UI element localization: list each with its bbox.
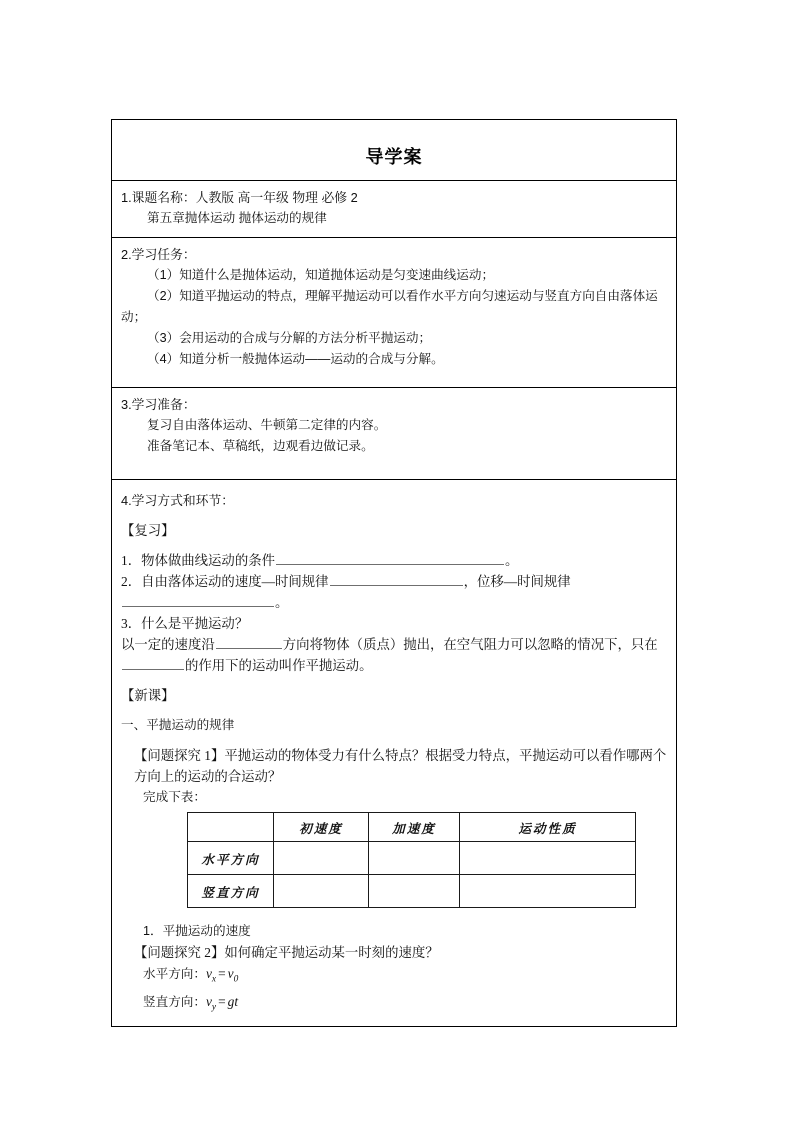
- review-question-3-body: [121, 634, 667, 676]
- row-label-horizontal: 水平方向: [188, 842, 274, 875]
- formula-v-lhs-sub: y: [211, 1002, 217, 1013]
- title-cell: [112, 120, 677, 181]
- fill-in-blank[interactable]: [330, 572, 463, 586]
- table-row-topic: [112, 181, 677, 238]
- formula-horizontal-expression: [205, 966, 239, 985]
- fill-in-blank[interactable]: [216, 635, 282, 649]
- formula-vertical-expression: [205, 993, 239, 1013]
- review-question-2-cont: [121, 592, 667, 613]
- newclass-label: 【新课】: [121, 688, 175, 703]
- complete-table-label: 完成下表：: [143, 790, 206, 804]
- formula-h-op: =: [218, 966, 226, 981]
- header-cell-initial-velocity: 初速度: [274, 813, 369, 842]
- task-item: （2）知道平抛运动的特点，理解平抛运动可以看作水平方向匀速运动与竖直方向自由落体运动；: [121, 289, 658, 324]
- sub-section-1-heading: 1．平抛运动的速度: [143, 924, 251, 938]
- worksheet-inner-table-wrap: [121, 808, 667, 912]
- formula-horizontal: [121, 963, 667, 991]
- formula-v-op: =: [218, 993, 226, 1009]
- fill-in-blank[interactable]: [122, 593, 274, 607]
- answer-cell[interactable]: [369, 875, 460, 908]
- answer-cell[interactable]: [460, 875, 636, 908]
- worksheet-outer-table: [111, 119, 677, 1027]
- table-row: [188, 875, 636, 908]
- tasks-heading: 2.学习任务：: [121, 247, 196, 262]
- answer-cell[interactable]: [274, 842, 369, 875]
- formula-h-lhs-sub: x: [211, 974, 217, 985]
- preparation-heading: 3.学习准备：: [121, 397, 196, 412]
- formula-horizontal-label: 水平方向：: [143, 967, 206, 981]
- review-question-1: [121, 550, 667, 571]
- table-row-tasks: [112, 238, 677, 388]
- header-cell-corner: [188, 813, 274, 842]
- inquiry-2: 【问题探究 2】如何确定平抛运动某一时刻的速度？: [134, 945, 439, 960]
- methods-heading: 4.学习方式和环节：: [121, 493, 235, 508]
- table-row-preparation: [112, 388, 677, 480]
- motion-properties-table: [187, 812, 636, 908]
- fill-in-blank[interactable]: [122, 656, 184, 670]
- formula-h-rhs-sub: 0: [233, 974, 239, 985]
- formula-vertical: [121, 991, 667, 1019]
- review-question-1-end: 。: [505, 553, 519, 568]
- review-q3-part-b: 方向将物体（质点）抛出，在空气阻力可以忽略的情况下，只在: [282, 637, 658, 652]
- formula-v-rhs: gt: [227, 993, 239, 1009]
- topic-line-2: 第五章抛体运动 抛体运动的规律: [147, 211, 327, 225]
- table-row-methods: [112, 480, 677, 1027]
- task-item: （3）会用运动的合成与分解的方法分析平抛运动；: [147, 331, 432, 345]
- topic-cell: [112, 181, 677, 238]
- fill-in-blank[interactable]: [276, 551, 504, 565]
- tasks-cell: [112, 238, 677, 388]
- review-question-1-text: 1．物体做曲线运动的条件: [121, 553, 275, 568]
- header-cell-acceleration: 加速度: [369, 813, 460, 842]
- formula-vertical-label: 竖直方向：: [143, 994, 206, 1009]
- part-1-heading: 一、平抛运动的规律: [121, 718, 235, 732]
- review-question-2-mid: ，位移—时间规律: [463, 574, 571, 589]
- table-header-row: [188, 813, 636, 842]
- methods-cell: [112, 480, 677, 1027]
- formula-h-rhs: v: [227, 966, 234, 981]
- row-label-vertical: 竖直方向: [188, 875, 274, 908]
- inquiry-1: 【问题探究 1】平抛运动的物体受力有什么特点？根据受力特点，平抛运动可以看作哪两个方向上的运动的合运动？: [134, 748, 667, 784]
- answer-cell[interactable]: [369, 842, 460, 875]
- formula-h-lhs: v: [205, 966, 212, 981]
- review-question-2: [121, 571, 667, 592]
- review-question-2-end: 。: [275, 595, 289, 610]
- preparation-cell: [112, 388, 677, 480]
- review-q3-part-a: 以一定的速度沿: [121, 637, 215, 652]
- answer-cell[interactable]: [274, 875, 369, 908]
- answer-cell[interactable]: [460, 842, 636, 875]
- task-item: （4）知道分析一般抛体运动——运动的合成与分解。: [147, 352, 444, 366]
- page-title: 导学案: [365, 147, 423, 168]
- topic-heading: 1.课题名称：人教版 高一年级 物理 必修 2: [121, 190, 358, 205]
- review-q3-part-c: 的作用下的运动叫作平抛运动。: [185, 658, 373, 673]
- formula-v-lhs: v: [205, 993, 212, 1009]
- header-cell-motion-nature: 运动性质: [460, 813, 636, 842]
- review-question-2-text: 2．自由落体运动的速度—时间规律: [121, 574, 329, 589]
- review-question-3: 3．什么是平抛运动？: [121, 616, 249, 631]
- table-row-title: [112, 120, 677, 181]
- task-item: （1）知道什么是抛体运动，知道抛体运动是匀变速曲线运动；: [147, 268, 495, 282]
- preparation-item: 复习自由落体运动、牛顿第二定律的内容。: [147, 418, 387, 432]
- review-label: 【复习】: [121, 523, 175, 538]
- table-row: [188, 842, 636, 875]
- preparation-item: 准备笔记本、草稿纸，边观看边做记录。: [147, 439, 374, 453]
